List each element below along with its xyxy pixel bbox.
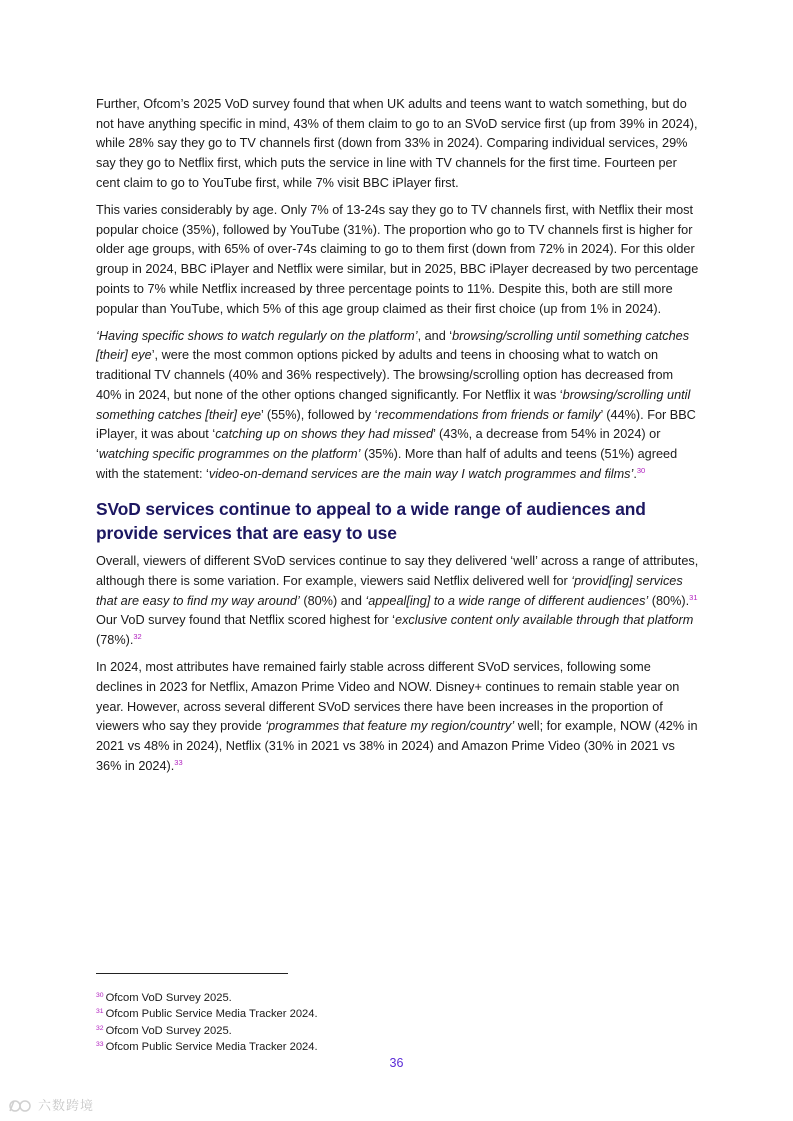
footnote-number: 31 [96,1008,104,1016]
italic-text: recommendations from friends or family [377,407,601,422]
text-run: well; for example, NOW (42% in 2021 vs 48% in 2024), Netflix (31% in 2021 vs 38% in 2024) and Amazon Prime Video (30% in 2021 vs 36% in 2024). [96,719,698,773]
italic-text: ‘programmes that feature my region/country’ [265,719,515,734]
main-content [96,95,700,784]
italic-text: video-on-demand services are the main way I watch programmes and films’ [208,466,634,481]
text-run: ’, were the most common options picked by adults and teens in choosing what to watch on traditional TV channels (40% and 36% respectively). The browsing/scrolling option has decreased from 40% in 2024, but none of the other options changed significantly. For Netflix it was ‘ [96,348,674,402]
italic-text: exclusive content only available through that platform [395,613,694,628]
page-number: 36 [389,1056,404,1070]
italic-text: ‘Having specific shows to watch regularly on the platform’ [96,328,418,343]
watermark-logo-icon [8,1097,34,1113]
body-text-top [96,95,700,484]
footnote-divider [96,973,288,974]
footnote-reference[interactable]: 32 [133,632,142,642]
paragraph [96,552,700,651]
footnote-number: 32 [96,1024,104,1032]
paragraph [96,201,700,319]
footnote-reference[interactable]: 33 [174,757,183,767]
italic-text: catching up on shows they had missed [215,427,434,442]
italic-text: ‘provid[ing] services that are easy to find my way around’ [96,574,683,608]
paragraph [96,95,700,194]
text-run: Our VoD survey found that Netflix scored highest for ‘ [96,613,396,628]
footnote-item [96,1023,596,1039]
body-text-bottom [96,552,700,776]
text-run: , and ‘ [417,328,453,343]
footnote-number: 33 [96,1040,104,1048]
text-run: (80%) and [299,593,366,608]
text-run: In 2024, most attributes have remained fairly stable across different SVoD services, following some declines in 2023 for Netflix, Amazon Prime Video and NOW. Disney+ continues to remain stable year on year. However, across several different SVoD services there have been increases in the proportion of viewers who say they provide [96,660,680,734]
text-run: (78%). [96,633,134,648]
italic-text: watching specific programmes on the platform’ [98,446,361,461]
footnote-text: Ofcom Public Service Media Tracker 2024. [105,1040,318,1053]
section-heading: SVoD services continue to appeal to a wide range of audiences and provide services that are easy to use [96,499,646,544]
text-run: ’ (55%), followed by ‘ [261,407,378,422]
text-run: Overall, viewers of different SVoD services continue to say they delivered ‘well’ across a range of attributes, although there is some variation. For example, viewers said Netflix delivered well for [96,554,699,589]
paragraph [96,327,700,485]
text-run: . [633,466,637,481]
italic-text: browsing/scrolling until something catches [their] eye [96,387,691,422]
text-run: ’ (43%, a decrease from 54% in 2024) or ‘ [96,427,661,461]
watermark [8,1095,94,1114]
footnote-item [96,1006,596,1022]
footnote-item [96,990,596,1006]
footnote-text: Ofcom VoD Survey 2025. [105,1024,232,1037]
watermark-text: 六数跨境 [38,1098,95,1113]
paragraph [96,658,700,776]
footnote-item [96,1039,596,1055]
footnote-reference[interactable]: 31 [689,592,698,602]
italic-text: browsing/scrolling until something catches [their] eye [96,328,690,363]
italic-text: ‘appeal[ing] to a wide range of different audiences’ [365,593,649,608]
footnotes [96,990,596,1055]
footnote-reference[interactable]: 30 [636,465,646,475]
text-run: Further, Ofcom’s 2025 VoD survey found that when UK adults and teens want to watch something, but do not have anything specific in mind, 43% of them claim to go to an SVoD service first (up from 39% in 2024), while 28% say they go to TV channels first (down from 33% in 2024). Comparing individual services, 29% say they go to Netflix first, which puts the service in line with TV channels for the first time. Fourteen per cent claim to go to YouTube first, while 7% visit BBC iPlayer first. [96,97,698,190]
text-run: This varies considerably by age. Only 7% of 13-24s say they go to TV channels first, with Netflix their most popular choice (35%), followed by YouTube (31%). The proportion who go to TV channels first is higher for older age groups, with 65% of over-74s claiming to go to them first (down from 72% in 2024). For this older group in 2024, BBC iPlayer and Netflix were similar, but in 2025, BBC iPlayer decreased by two percentage points to 7% while Netflix increased by three percentage points to 11%. Despite this, both are still more popular than YouTube, which 5% of this age group claimed as their first choice (up from 1% in 2024). [96,203,699,316]
footnote-text: Ofcom Public Service Media Tracker 2024. [105,1008,318,1021]
text-run: (80%). [648,593,690,608]
footnote-text: Ofcom VoD Survey 2025. [105,992,232,1004]
text-run: (35%). More than half of adults and teens (51%) agreed with the statement: ‘ [96,446,678,481]
text-run: ’ (44%). For BBC iPlayer, it was about ‘ [96,407,696,442]
footnote-number: 30 [96,992,104,999]
